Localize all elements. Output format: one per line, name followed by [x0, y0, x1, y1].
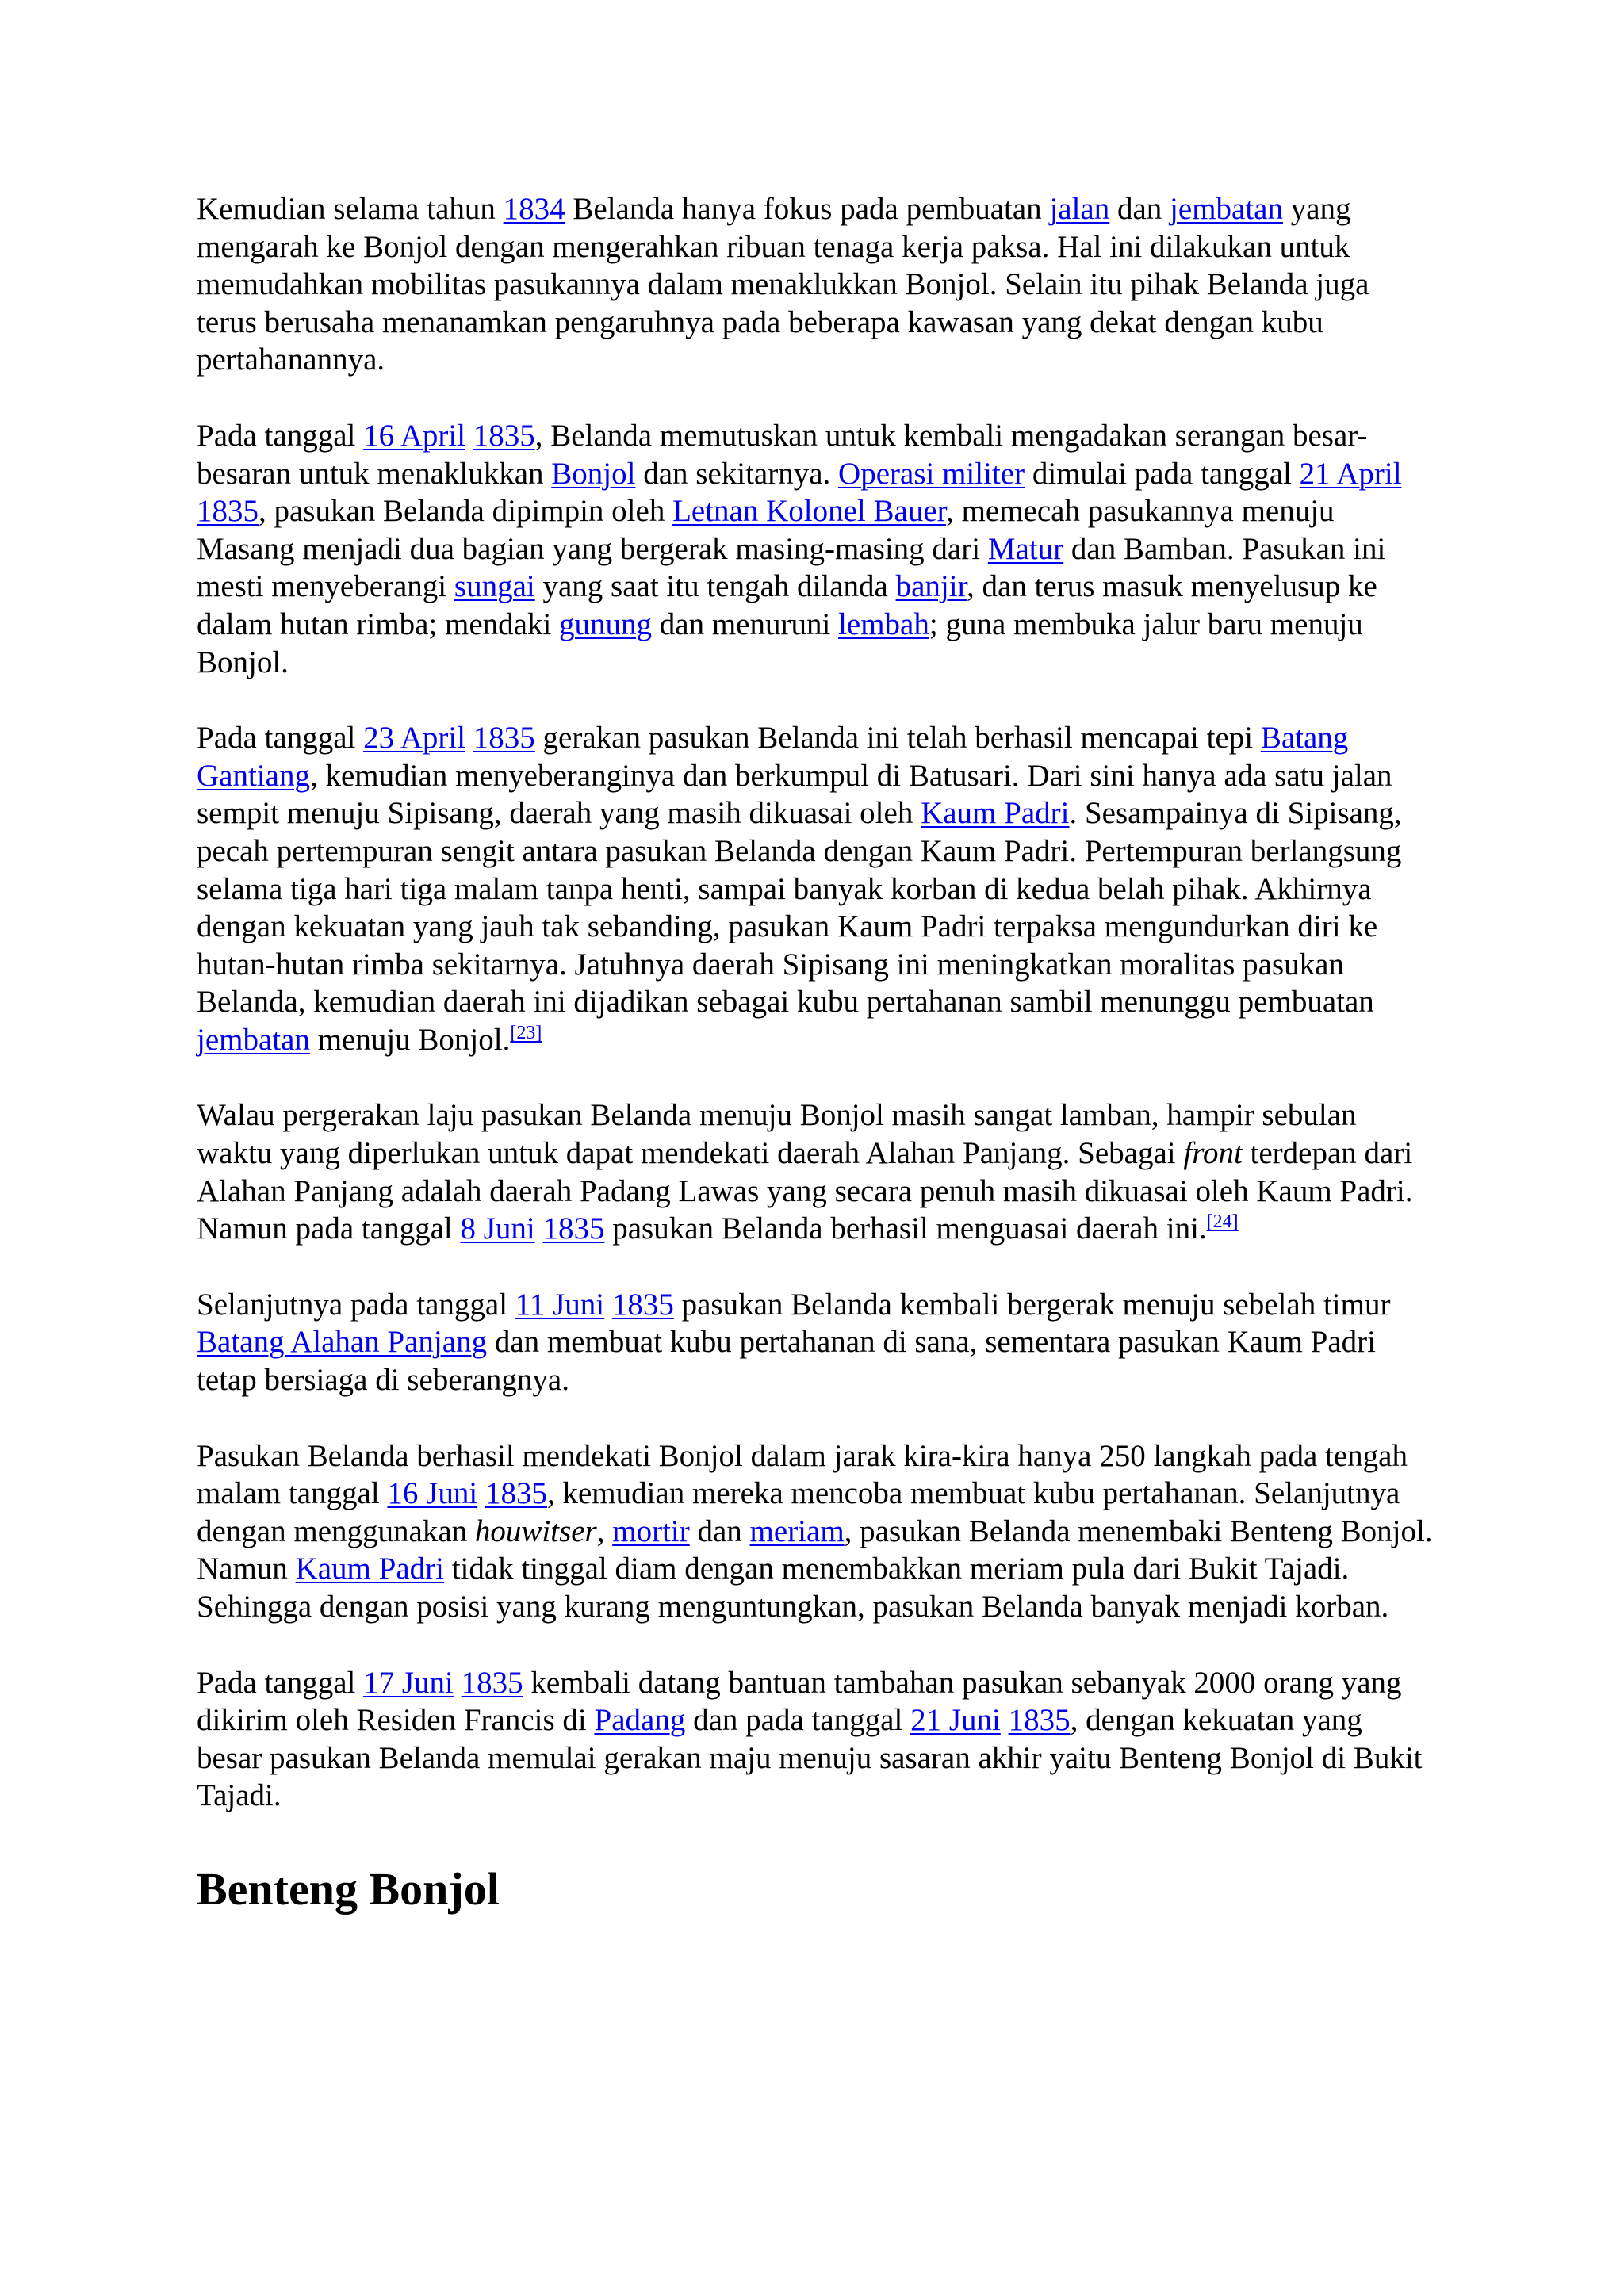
paragraph-text — [477, 1476, 485, 1510]
paragraph — [197, 1286, 1434, 1399]
paragraph-text: , Belanda memutuskan untuk kembali mengadakan serangan besar-besaran untuk menaklukkan — [197, 418, 1368, 491]
article-link[interactable]: Batang Gantiang — [197, 721, 1349, 793]
article-link[interactable]: Matur — [987, 531, 1064, 566]
paragraph-text: , kemudian menyeberanginya dan berkumpul di Batusari. Dari sini hanya ada satu jalan sempit menuju Sipisang, daerah yang masih dikuasai oleh — [197, 758, 1392, 831]
paragraph-text: yang saat itu tengah dilanda — [534, 569, 896, 604]
article-link[interactable]: Kaum Padri — [295, 1552, 444, 1586]
paragraph-text: dan membuat kubu pertahanan di sana, sementara pasukan Kaum Padri tetap bersiaga di seberangnya. — [197, 1325, 1376, 1398]
paragraph-text: , — [596, 1513, 613, 1548]
paragraph-text: , pasukan Belanda dipimpin oleh — [259, 494, 673, 529]
paragraph-text — [1001, 1703, 1009, 1737]
article-link[interactable]: 1835 — [461, 1665, 523, 1700]
paragraph-text: dan sekitarnya. — [635, 456, 839, 491]
paragraph — [197, 719, 1434, 1058]
article-link[interactable]: jembatan — [1170, 192, 1283, 226]
article-link[interactable]: 1835 — [611, 1287, 674, 1322]
paragraph-text: Pada tanggal — [197, 721, 364, 756]
paragraph-text: menuju Bonjol. — [309, 1022, 511, 1057]
article-link[interactable]: gunung — [559, 607, 653, 641]
paragraph-text: Belanda hanya fokus pada pembuatan — [565, 192, 1050, 226]
paragraph-text: . Sesampainya di Sipisang, pecah pertempuran sengit antara pasukan Belanda dengan Kaum Padri. Pertempuran berlangsung selama tiga hari tiga malam tanpa henti, sampai banyak korban di kedua belah pihak. Akhirnya dengan kekuatan yang jauh tak sebanding, pasukan Kaum Padri terpaksa mengundurkan diri ke hutan-hutan rimba sekitarnya. Jatuhnya daerah Sipisang ini meningkatkan moralitas pasukan Belanda, kemudian daerah ini dijadikan sebagai kubu pertahanan sambil menunggu pembuatan — [197, 796, 1402, 1020]
paragraph-text: dan menuruni — [652, 607, 839, 641]
article-link[interactable]: 1835 — [542, 1211, 605, 1246]
article-link[interactable]: 21 Juni — [910, 1703, 1001, 1738]
article-link[interactable]: 1835 — [1008, 1703, 1071, 1738]
paragraph-text — [465, 419, 473, 453]
paragraph-text: dan pada tanggal — [685, 1703, 911, 1738]
paragraph-text: dan — [689, 1513, 750, 1548]
paragraph-text: pasukan Belanda berhasil menguasai daerah ini. — [604, 1211, 1207, 1246]
footnote-ref — [510, 1023, 542, 1043]
paragraph-text — [604, 1288, 612, 1322]
paragraph-text: tidak tinggal diam dengan menembakkan meriam pula dari Bukit Tajadi. Sehingga dengan posisi yang kurang menguntungkan, pasukan Belanda banyak menjadi korban. — [197, 1552, 1389, 1624]
paragraph-text: , dengan kekuatan yang besar pasukan Belanda memulai gerakan maju menuju sasaran akhir yaitu Benteng Bonjol di Bukit Tajadi. — [197, 1703, 1423, 1813]
paragraph-list — [197, 190, 1434, 1815]
article-link[interactable]: sungai — [454, 569, 535, 604]
italic-term: houwitser — [474, 1513, 597, 1548]
paragraph-text: , memecah pasukannya menuju Masang menjadi dua bagian yang bergerak masing-masing dari — [197, 494, 1335, 566]
italic-term: front — [1183, 1136, 1243, 1171]
paragraph-text: Pada tanggal — [197, 1665, 364, 1700]
article-link[interactable]: meriam — [749, 1513, 845, 1548]
article-body — [197, 190, 1434, 1915]
paragraph-text: Walau pergerakan laju pasukan Belanda menuju Bonjol masih sangat lamban, hampir sebulan waktu yang diperlukan untuk dapat mendekati daerah Alahan Panjang. Sebagai — [197, 1098, 1357, 1171]
article-link[interactable]: 16 Juni — [387, 1476, 478, 1511]
article-link[interactable]: 1834 — [503, 192, 565, 226]
paragraph-text — [535, 1211, 543, 1246]
paragraph — [197, 1096, 1434, 1247]
article-link[interactable]: Padang — [594, 1703, 686, 1738]
article-link[interactable]: 16 April — [363, 418, 466, 453]
article-link[interactable]: 23 April — [363, 721, 466, 756]
article-link[interactable]: 17 Juni — [363, 1665, 454, 1700]
paragraph-text — [465, 721, 473, 755]
paragraph-text: , dan terus masuk menyelusup ke dalam hutan rimba; mendaki — [197, 569, 1377, 641]
article-link[interactable]: Batang Alahan Panjang — [197, 1325, 488, 1360]
article-link[interactable]: 1835 — [473, 721, 535, 756]
paragraph-text: dan — [1109, 192, 1170, 226]
paragraph-text: dimulai pada tanggal — [1025, 456, 1300, 491]
paragraph-text: Selanjutnya pada tanggal — [197, 1287, 515, 1322]
paragraph — [197, 417, 1434, 681]
article-link[interactable]: Operasi militer — [838, 456, 1025, 491]
paragraph — [197, 1664, 1434, 1815]
paragraph-text: , pasukan Belanda menembaki Benteng Bonjol. Namun — [197, 1513, 1433, 1586]
section-heading: Benteng Bonjol — [197, 1862, 500, 1915]
paragraph-text: ; guna membuka jalur baru menuju Bonjol. — [197, 607, 1363, 679]
paragraph-text: , kemudian mereka mencoba membuat kubu pertahanan. Selanjutnya dengan menggunakan — [197, 1476, 1400, 1548]
paragraph — [197, 190, 1434, 379]
paragraph-text — [454, 1666, 462, 1700]
article-link[interactable]: 11 Juni — [515, 1287, 605, 1322]
paragraph — [197, 1437, 1434, 1626]
paragraph-text: terdepan dari Alahan Panjang adalah daerah Padang Lawas yang secara penuh masih dikuasai oleh Kaum Padri. Namun pada tanggal — [197, 1136, 1413, 1246]
article-link[interactable]: jembatan — [197, 1022, 310, 1057]
article-link[interactable]: 1835 — [197, 494, 259, 529]
article-link[interactable]: Bonjol — [551, 456, 636, 491]
article-link[interactable]: 1835 — [485, 1476, 547, 1511]
article-link[interactable]: 21 April — [1299, 456, 1402, 491]
article-link[interactable]: Kaum Padri — [921, 796, 1070, 831]
article-link[interactable]: lembah — [838, 607, 929, 641]
article-link[interactable]: 8 Juni — [460, 1211, 535, 1246]
footnote-link[interactable]: [23] — [510, 1022, 542, 1043]
paragraph-text: kembali datang bantuan tambahan pasukan sebanyak 2000 orang yang dikirim oleh Residen Francis di — [197, 1665, 1402, 1738]
paragraph-text: Kemudian selama tahun — [197, 192, 504, 226]
article-link[interactable]: jalan — [1049, 192, 1110, 226]
article-link[interactable]: Letnan Kolonel Bauer — [672, 494, 947, 529]
footnote-ref — [1207, 1211, 1239, 1232]
footnote-link[interactable]: [24] — [1206, 1211, 1239, 1233]
paragraph-text: dan Bamban. Pasukan ini mesti menyeberangi — [197, 531, 1386, 604]
paragraph-text: gerakan pasukan Belanda ini telah berhasil mencapai tepi — [534, 721, 1261, 756]
paragraph-text: yang mengarah ke Bonjol dengan mengerahkan ribuan tenaga kerja paksa. Hal ini dilakukan untuk memudahkan mobilitas pasukannya dalam menaklukkan Bonjol. Selain itu pihak Belanda juga terus berusaha menanamkan pengaruhnya pada beberapa kawasan yang dekat dengan kubu pertahanannya. — [197, 192, 1369, 377]
article-link[interactable]: 1835 — [473, 418, 535, 453]
article-link[interactable]: mortir — [612, 1513, 690, 1548]
paragraph-text: Pada tanggal — [197, 418, 364, 453]
paragraph-text: Pasukan Belanda berhasil mendekati Bonjol dalam jarak kira-kira hanya 250 langkah pada tengah malam tanggal — [197, 1438, 1408, 1511]
article-link[interactable]: banjir — [895, 569, 967, 604]
paragraph-text: pasukan Belanda kembali bergerak menuju sebelah timur — [673, 1287, 1391, 1322]
